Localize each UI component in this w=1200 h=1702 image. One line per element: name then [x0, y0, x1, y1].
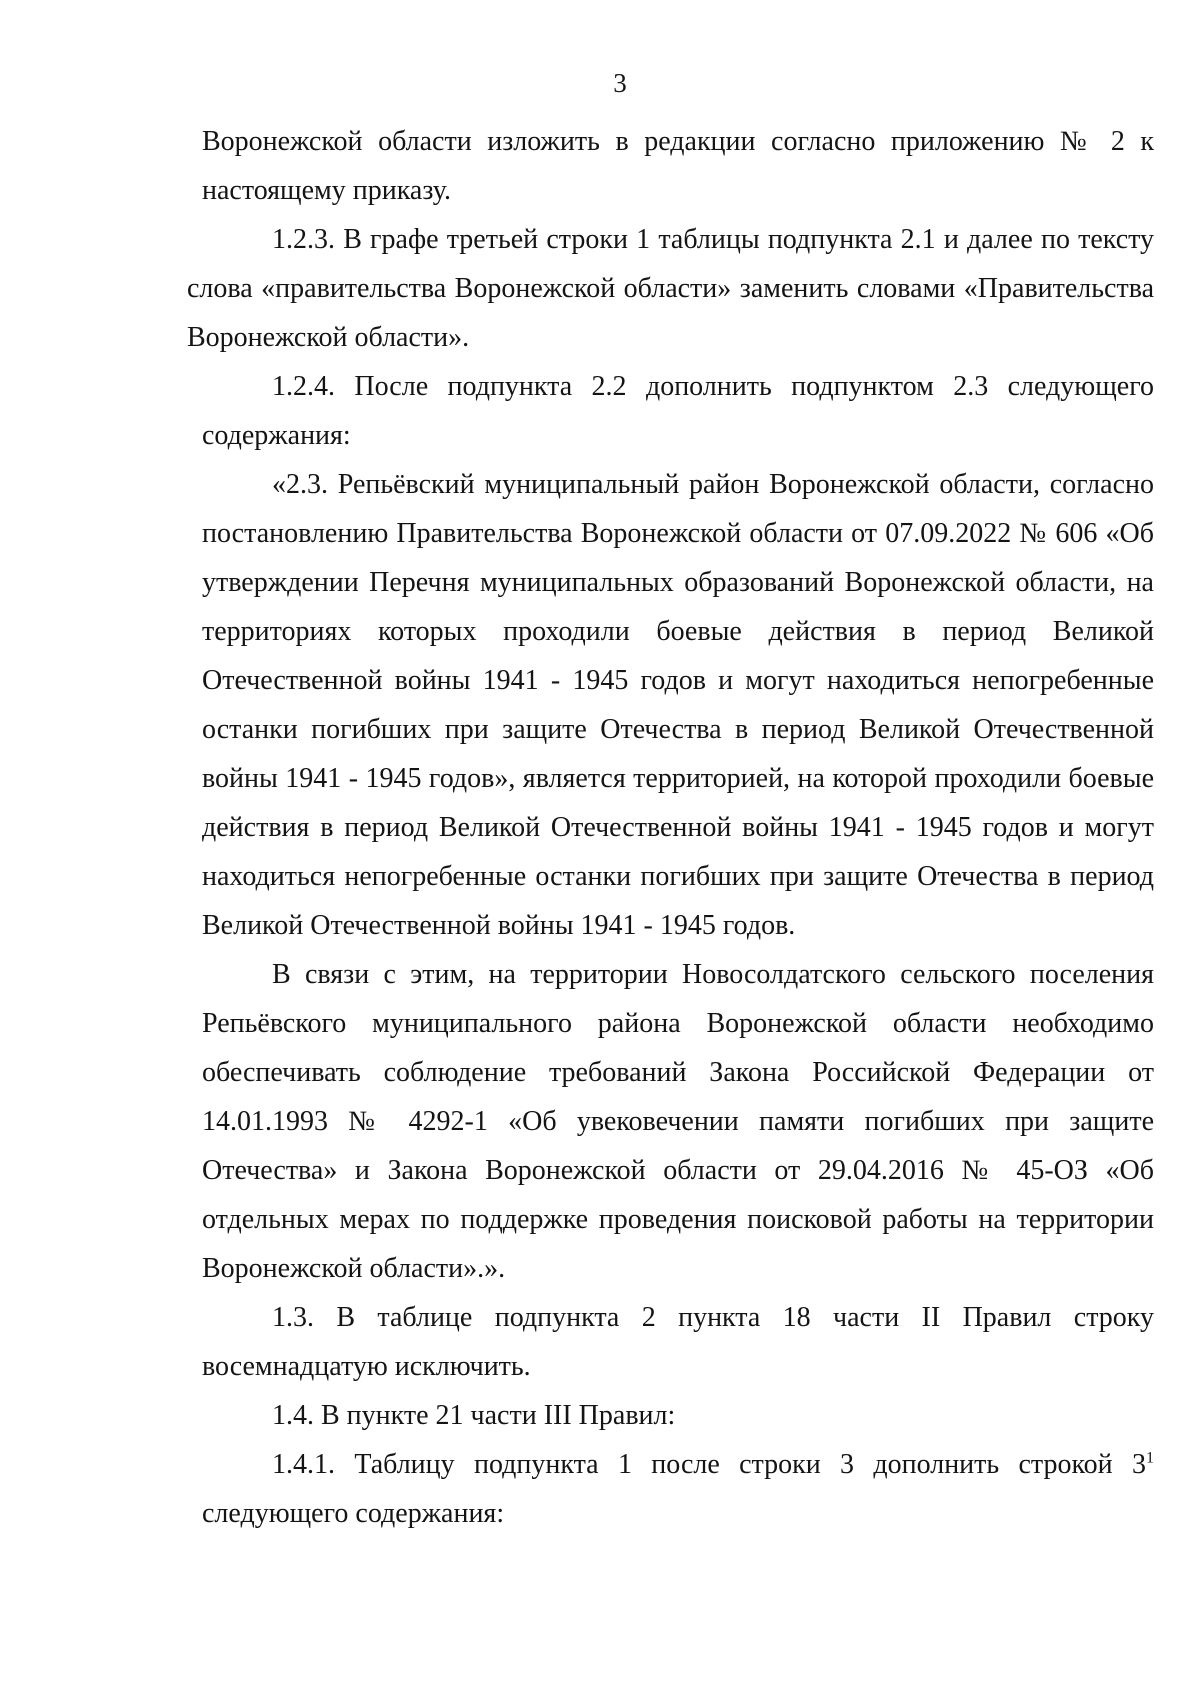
paragraph-continuation: Воронежской области изложить в редакции согласно приложению № 2 к настоящему приказу.: [202, 126, 1154, 206]
paragraph-1-4: 1.4. В пункте 21 части III Правил:: [272, 1400, 676, 1431]
document-body: [187, 117, 1154, 1538]
paragraph-1-2-4: 1.2.4. После подпункта 2.2 дополнить подпунктом 2.3 следующего содержания:: [202, 371, 1154, 451]
paragraph-v-svyazi: В связи с этим, на территории Новосолдатского сельского поселения Репьёвского муниципального района Воронежской области необходимо обеспечивать соблюдение требований Закона Российской Федерации от 14.01.1993 № 4292-1 «Об увековечении памяти погибших при защите Отечества» и Закона Воронежской области от 29.04.2016 № 45-ОЗ «Об отдельных мерах по поддержке проведения поисковой работы на территории Воронежской области».».: [202, 959, 1154, 1284]
paragraph-1-4-1: [202, 1440, 1154, 1538]
paragraph-2-3-quote: «2.3. Репьёвский муниципальный район Воронежской области, согласно постановлению Правительства Воронежской области от 07.09.2022 № 606 «Об утверждении Перечня муниципальных образований Воронежской области, на территориях которых проходили боевые действия в период Великой Отечественной войны 1941 - 1945 годов и могут находиться непогребенные останки погибших при защите Отечества в период Великой Отечественной войны 1941 - 1945 годов», является территорией, на которой проходили боевые действия в период Великой Отечественной войны 1941 - 1945 годов и могут находиться непогребенные останки погибших при защите Отечества в период Великой Отечественной войны 1941 - 1945 годов.: [202, 469, 1154, 941]
paragraph-1-3: 1.3. В таблице подпункта 2 пункта 18 части II Правил строку восемнадцатую исключить.: [202, 1302, 1154, 1382]
paragraph-1-4-1-text: 1.4.1. Таблицу подпункта 1 после строки 3 дополнить строкой 3: [272, 1449, 1146, 1480]
superscript-marker: 1: [1146, 1449, 1154, 1467]
page-number: 3: [613, 68, 627, 98]
paragraph-1-4-1-continuation: следующего содержания:: [202, 1498, 505, 1529]
paragraph-1-2-3: 1.2.3. В графе третьей строки 1 таблицы подпункта 2.1 и далее по тексту слова «правительства Воронежской области» заменить словами «Правительства Воронежской области».: [187, 224, 1154, 353]
